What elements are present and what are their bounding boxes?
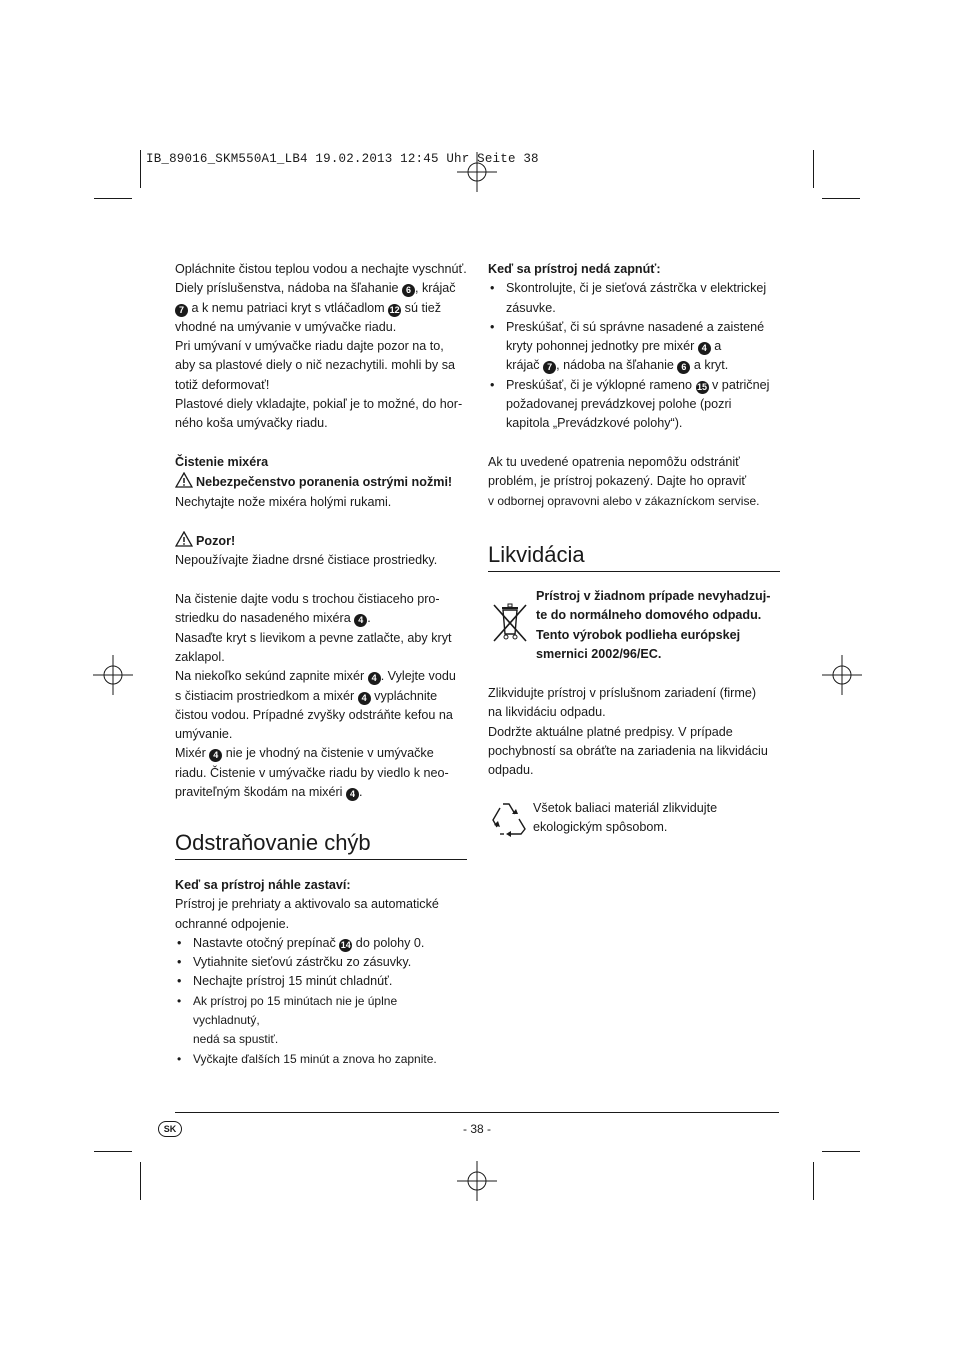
crop-mark	[94, 198, 132, 199]
recycle-icon	[489, 800, 529, 838]
warning-triangle-icon	[175, 531, 193, 547]
text-line: na likvidáciu odpadu.	[488, 705, 606, 720]
ref-number-badge: 12	[389, 304, 400, 315]
registration-mark-icon	[93, 655, 133, 695]
text-line: Nechytajte nože mixéra holými rukami.	[175, 494, 392, 509]
recycle-notice	[533, 799, 779, 838]
text-line: čistou vodou. Prípadné zvyšky odstráňte kefou na	[175, 707, 453, 722]
section-heading: Keď sa prístroj nedá zapnúť:	[488, 262, 661, 276]
ref-number-badge: 14	[340, 939, 351, 950]
text-line: problém, je prístroj pokazený. Dajte ho opraviť	[488, 474, 747, 489]
text-line: Pri umývaní v umývačke riadu dajte pozor na to,	[175, 339, 444, 354]
text-line: s čistiacim prostriedkom a mixér 4 vypláchnite	[175, 688, 438, 703]
bullet-list	[175, 934, 467, 1069]
crop-mark	[94, 1151, 132, 1152]
list-item: • Preskúšať, či sú správne nasadené a zaistené kryty pohonnej jednotky pre mixér 4 a krájač 7 , nádoba na šľahanie 6 a kryt.	[488, 318, 780, 376]
text-line: riadu. Čistenie v umývačke riadu by viedlo k neo-	[175, 765, 449, 780]
weee-notice	[536, 587, 782, 664]
crop-mark	[813, 150, 814, 188]
warning-triangle-icon	[175, 472, 193, 488]
crop-mark	[813, 1162, 814, 1200]
list-item: • Preskúšať, či je výklopné rameno 15 v patričnej požadovanej prevádzkovej polohe (pozri kapitola „Prevádzkové polohy“).	[488, 376, 780, 434]
ref-number-badge: 4	[346, 788, 359, 801]
crop-mark	[822, 1151, 860, 1152]
section-heading: Keď sa prístroj náhle zastaví:	[175, 878, 351, 892]
text-line: Na niekoľko sekúnd zapnite mixér 4 . Vylejte vodu	[175, 669, 456, 684]
text-line: pochybností sa obráťte na zariadenia na likvidáciu	[488, 743, 768, 758]
text-line: striedku do nasadeného mixéra 4 .	[175, 611, 371, 626]
ref-number-badge: 6	[402, 284, 415, 297]
text-line: Zlikvidujte prístroj v príslušnom zariadení (firme)	[488, 686, 757, 700]
ref-number-badge: 7	[175, 304, 188, 317]
text-line: te do normálneho domového odpadu.	[536, 608, 762, 623]
text-line: umývanie.	[175, 727, 233, 742]
text-line: Tento výrobok podlieha európskej	[536, 627, 741, 642]
list-item: • Vyčkajte ďalších 15 minút a znova ho zapnite.	[175, 1050, 467, 1069]
text-line: odpadu.	[488, 763, 534, 778]
section-title: Likvidácia	[488, 541, 780, 572]
caution-warning: Pozor!	[175, 531, 467, 551]
disposal-section	[488, 541, 780, 572]
ref-number-badge: 4	[368, 672, 381, 685]
section-heading: Čistenie mixéra	[175, 454, 269, 469]
crop-mark	[822, 198, 860, 199]
ref-number-badge: 4	[209, 749, 222, 762]
text-line: Opláchnite čistou teplou vodou a nechajte vyschnúť.	[175, 262, 467, 276]
section-title: Odstraňovanie chýb	[175, 829, 467, 860]
text-line: vhodné na umývanie v umývačke riadu.	[175, 319, 397, 334]
text-line: Ak tu uvedené opatrenia nepomôžu odstrániť	[488, 454, 740, 469]
text-line: aby sa plastové diely o nič nezachytili. mohli by sa	[175, 358, 456, 373]
language-badge: SK	[158, 1121, 182, 1137]
text-line: smernici 2002/96/EC.	[536, 646, 662, 661]
text-line: 7 a k nemu patriaci kryt s vtláčadlom 12 sú tiež	[175, 299, 467, 318]
text-line: Plastové diely vkladajte, pokiaľ je to možné, do hor-	[175, 397, 463, 412]
text-line: Na čistenie dajte vodu s trochou čistiaceho pro-	[175, 592, 440, 607]
text-line: ného koša umývačky riadu.	[175, 416, 328, 431]
crossed-bin-icon	[490, 601, 530, 645]
crop-mark	[140, 1162, 141, 1200]
text-line: zaklapol.	[175, 649, 225, 664]
text-line: totiž deformovať!	[175, 377, 270, 392]
troubleshoot-section	[175, 829, 467, 1069]
text-line: ekologickým spôsobom.	[533, 820, 668, 835]
ref-number-badge: 4	[698, 342, 711, 355]
text-line: Diely príslušenstva, nádoba na šľahanie 6 , krájač	[175, 281, 456, 296]
ref-number-badge: 7	[543, 361, 556, 374]
text-line: Dodržte aktuálne platné predpisy. V prípade	[488, 724, 733, 739]
text-line: Nepoužívajte žiadne drsné čistiace prostriedky.	[175, 553, 438, 568]
right-column	[488, 260, 780, 511]
page-number: - 38 -	[462, 1122, 491, 1136]
text-line: Mixér 4 nie je vhodný na čistenie v umývačke	[175, 746, 434, 761]
list-item: • Vytiahnite sieťovú zástrčku zo zásuvky.	[175, 953, 467, 972]
ref-number-badge: 6	[677, 361, 690, 374]
text-line: praviteľným škodám na mixéri 4 .	[175, 785, 363, 800]
crop-mark	[140, 150, 141, 188]
disposal-instructions	[488, 684, 780, 780]
bullet-list	[488, 279, 780, 433]
ref-number-badge: 15	[697, 381, 708, 392]
text-line: Prístroj je prehriaty a aktivovalo sa automatické	[175, 897, 439, 912]
footer-rule	[175, 1112, 779, 1113]
text-line: v odbornej opravovni alebo v zákazníckom servise.	[488, 493, 760, 508]
registration-mark-icon	[457, 1161, 497, 1201]
ref-number-badge: 4	[354, 614, 367, 627]
list-item: • Nechajte prístroj 15 minút chladnúť.	[175, 972, 467, 991]
left-column	[175, 260, 467, 802]
list-item: • Ak prístroj po 15 minútach nie je úplne vychladnutý, nedá sa spustiť.	[175, 992, 467, 1050]
print-slug: IB_89016_SKM550A1_LB4 19.02.2013 12:45 Uhr Seite 38	[146, 152, 539, 166]
registration-mark-icon	[822, 655, 862, 695]
text-line: Nasaďte kryt s lievikom a pevne zatlačte, aby kryt	[175, 630, 452, 645]
text-line: ochranné odpojenie.	[175, 916, 290, 931]
text-line: Všetok baliaci materiál zlikvidujte	[533, 801, 718, 815]
danger-warning: Nebezpečenstvo poranenia ostrými nožmi!	[175, 472, 467, 492]
text-line: Prístroj v žiadnom prípade nevyhadzuj-	[536, 589, 771, 603]
ref-number-badge: 4	[358, 692, 371, 705]
list-item: • Skontrolujte, či je sieťová zástrčka v elektrickej zásuvke.	[488, 279, 780, 318]
list-item: • Nastavte otočný prepínač 14 do polohy 0.	[175, 934, 467, 953]
